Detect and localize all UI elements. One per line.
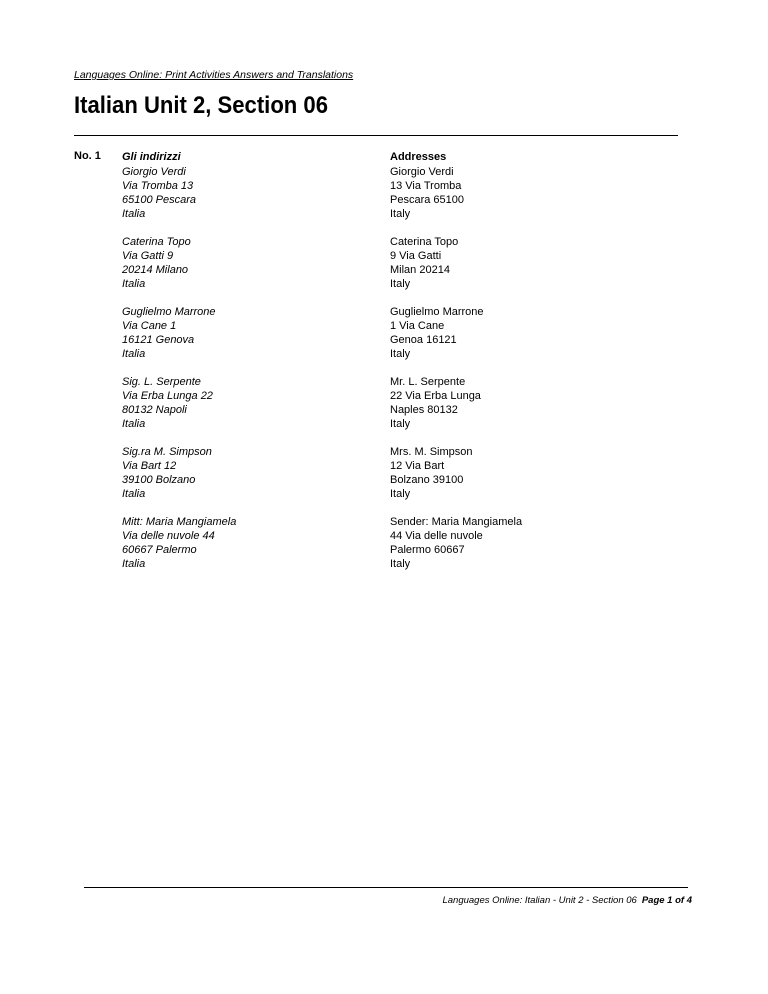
top-divider bbox=[74, 135, 678, 136]
italian-address-line: 20214 Milano bbox=[122, 264, 189, 276]
italian-address-line: 39100 Bolzano bbox=[122, 474, 196, 486]
english-address-line: Italy bbox=[390, 418, 411, 430]
italian-address-line: Via Tromba 13 bbox=[122, 180, 194, 192]
english-address-line: Guglielmo Marrone bbox=[390, 306, 484, 318]
italian-address-line: Italia bbox=[122, 348, 146, 360]
english-column bbox=[390, 150, 680, 571]
italian-address-block bbox=[122, 515, 372, 571]
english-address-block bbox=[390, 445, 680, 501]
italian-address-line: Giorgio Verdi bbox=[122, 166, 186, 178]
italian-heading: Gli indirizzi bbox=[122, 151, 181, 163]
italian-address-line: 60667 Palermo bbox=[122, 544, 197, 556]
english-address-block bbox=[390, 305, 680, 361]
italian-address-line: Via delle nuvole 44 bbox=[122, 530, 215, 542]
english-address-line: Bolzano 39100 bbox=[390, 474, 464, 486]
english-address-line: Italy bbox=[390, 558, 411, 570]
header-link[interactable]: Languages Online: Print Activities Answers and Translations bbox=[74, 69, 354, 81]
italian-address-line: Mitt: Maria Mangiamela bbox=[122, 516, 237, 528]
english-address-line: Sender: Maria Mangiamela bbox=[390, 516, 523, 528]
english-heading: Addresses bbox=[390, 151, 447, 163]
english-address-line: Mr. L. Serpente bbox=[390, 376, 466, 388]
english-address-line: 22 Via Erba Lunga bbox=[390, 390, 481, 402]
italian-address-block bbox=[122, 165, 372, 221]
italian-address-line: 80132 Napoli bbox=[122, 404, 187, 416]
italian-address-block bbox=[122, 305, 372, 361]
bottom-divider bbox=[84, 887, 688, 888]
italian-address-line: Italia bbox=[122, 558, 146, 570]
english-address-line: Mrs. M. Simpson bbox=[390, 446, 473, 458]
italian-address-line: Sig.ra M. Simpson bbox=[122, 446, 212, 458]
english-address-block bbox=[390, 375, 680, 431]
italian-address-block bbox=[122, 235, 372, 291]
english-address-line: Italy bbox=[390, 278, 411, 290]
page-indicator: Page 1 of 4 bbox=[641, 895, 692, 906]
english-address-line: Giorgio Verdi bbox=[390, 166, 454, 178]
english-address-line: 9 Via Gatti bbox=[390, 250, 442, 262]
italian-address-line: Sig. L. Serpente bbox=[122, 376, 201, 388]
italian-address-line: 16121 Genova bbox=[122, 334, 195, 346]
english-address-line: 44 Via delle nuvole bbox=[390, 530, 483, 542]
italian-address-block bbox=[122, 445, 372, 501]
italian-address-line: Italia bbox=[122, 418, 146, 430]
page-footer bbox=[442, 895, 692, 906]
italian-address-line: Via Cane 1 bbox=[122, 320, 177, 332]
footer-text: Languages Online: Italian - Unit 2 - Section 06 bbox=[442, 895, 637, 906]
english-address-block bbox=[390, 165, 680, 221]
english-address-line: Caterina Topo bbox=[390, 236, 459, 248]
english-address-line: 12 Via Bart bbox=[390, 460, 445, 472]
item-number: No. 1 bbox=[74, 150, 101, 162]
italian-address-line: Caterina Topo bbox=[122, 236, 191, 248]
english-address-line: Italy bbox=[390, 488, 411, 500]
english-address-line: Pescara 65100 bbox=[390, 194, 464, 206]
italian-address-line: 65100 Pescara bbox=[122, 194, 196, 206]
italian-address-line: Via Bart 12 bbox=[122, 460, 177, 472]
italian-address-line: Guglielmo Marrone bbox=[122, 306, 216, 318]
page-title: Italian Unit 2, Section 06 bbox=[74, 92, 328, 119]
english-address-line: 1 Via Cane bbox=[390, 320, 445, 332]
italian-address-block bbox=[122, 375, 372, 431]
italian-address-line: Italia bbox=[122, 208, 146, 220]
italian-address-line: Italia bbox=[122, 278, 146, 290]
english-address-line: Genoa 16121 bbox=[390, 334, 457, 346]
italian-column bbox=[122, 150, 372, 571]
english-address-line: Palermo 60667 bbox=[390, 544, 465, 556]
italian-address-list bbox=[122, 165, 372, 571]
italian-address-line: Via Erba Lunga 22 bbox=[122, 390, 213, 402]
english-address-line: Italy bbox=[390, 348, 411, 360]
english-address-line: Milan 20214 bbox=[390, 264, 450, 276]
english-address-line: Italy bbox=[390, 208, 411, 220]
english-address-block bbox=[390, 235, 680, 291]
english-address-list bbox=[390, 165, 680, 571]
italian-address-line: Italia bbox=[122, 488, 146, 500]
italian-address-line: Via Gatti 9 bbox=[122, 250, 174, 262]
english-address-line: Naples 80132 bbox=[390, 404, 458, 416]
english-address-block bbox=[390, 515, 680, 571]
english-address-line: 13 Via Tromba bbox=[390, 180, 462, 192]
